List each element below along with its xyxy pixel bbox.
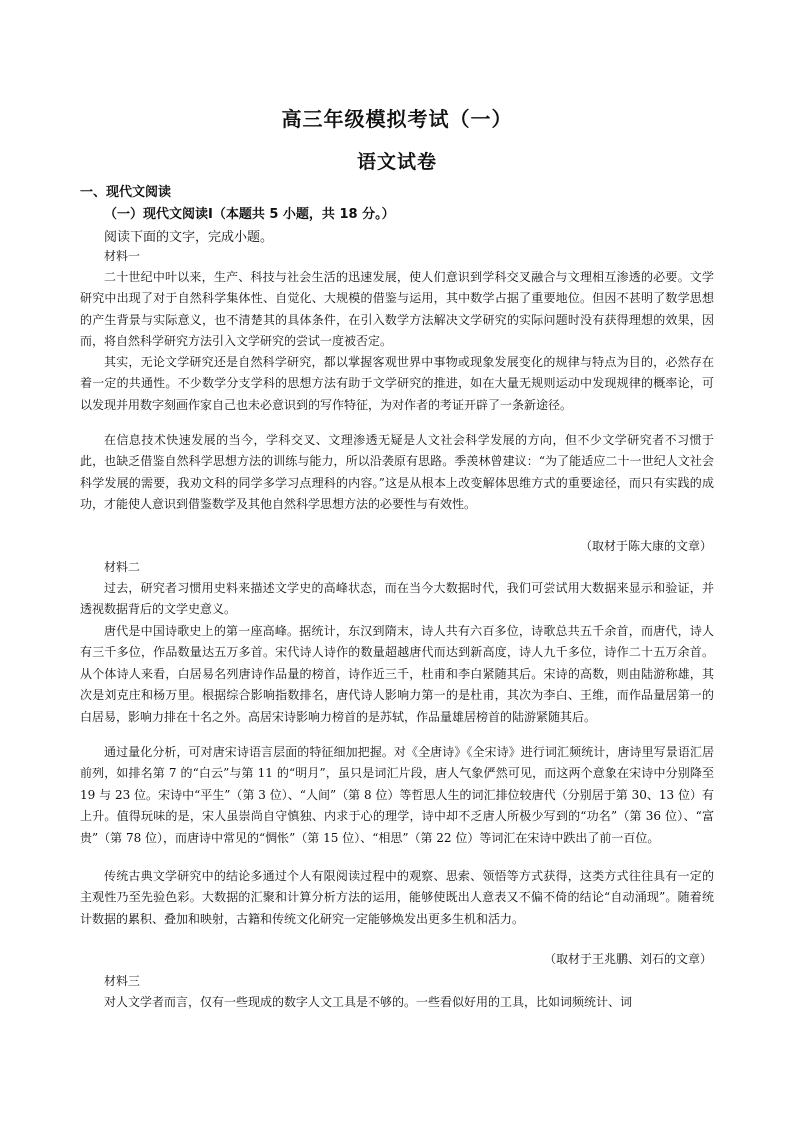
material-2-paragraph-3: 通过量化分析，可对唐宋诗语言层面的特征细加把握。对《全唐诗》《全宋诗》进行词汇频统计，唐诗里写景语汇居前列，如排名第 7 的“白云”与第 11 的“明月”，虽只是词汇片段，唐人气象俨然可见，而这两个意象在宋诗中分别降至 19 与 23 位。宋诗中“平生”（第 3 位）、“人间”（第 8 位）等哲思人生的词汇排位较唐代（分别居于第 30、13 位）有上升。值得玩味的是，宋人虽崇尚自守慎独、内求于心的理学，诗中却不乏唐人所极少写到的“功名”（第 36 位）、“富贵”（第 78 位），而唐诗中常见的“惆怅”（第 15 位）、“相思”（第 22 位）等词汇在宋诗中跌出了前一百位。 — [80, 745, 714, 845]
material-2-source: （取材于王兆鹏、刘石的文章） — [543, 952, 712, 966]
sub-section-heading: （一）现代文阅读Ⅰ（本题共 5 小题，共 18 分。） — [104, 207, 395, 222]
reading-instruction: 阅读下面的文字，完成小题。 — [104, 230, 274, 245]
section-heading: 一、现代文阅读 — [80, 185, 172, 200]
material-2-paragraph-1: 过去，研究者习惯用史料来描述文学史的高峰状态，而在当今大数据时代，我们可尝试用大数据来显示和验证，并透视数据背后的文学史意义。 — [80, 581, 714, 617]
material-2-paragraph-4: 传统古典文学研究中的结论多通过个人有限阅读过程中的观察、思索、领悟等方式获得，这类方式往往具有一定的主观性乃至先验色彩。大数据的汇聚和计算分析方法的运用，能够使既出人意表又不偏不倚的结论“自动涌现”。随着统计数据的累积、叠加和映射，古籍和传统文化研究一定能够焕发出更多生机和活力。 — [80, 869, 714, 926]
material-1-source: （取材于陈大康的文章） — [579, 539, 712, 553]
material-2-label: 材料二 — [104, 560, 141, 574]
material-1-paragraph-1: 二十世纪中叶以来，生产、科技与社会生活的迅速发展，使人们意识到学科交叉融合与文理相互渗透的必要。文学研究中出现了对于自然科学集体性、自觉化、大规模的借鉴与运用，其中数学占据了重要地位。但因不甚明了数学思想的产生背景与实际意义，也不清楚其的具体条件，在引入数学方法解决文学研究的实际问题时没有获得理想的效果，因而，将自然科学研究方法引入文学研究的尝试一度被否定。 — [80, 270, 714, 349]
material-3-paragraph-1: 对人文学者而言，仅有一些现成的数字人文工具是不够的。一些看似好用的工具，比如词频统计、词 — [104, 995, 633, 1009]
subject-title: 语文试卷 — [356, 151, 437, 173]
material-2-paragraph-2: 唐代是中国诗歌史上的第一座高峰。据统计，东汉到隋末，诗人共有六百多位，诗歌总共五千余首，而唐代，诗人有三千多位，作品数量达五万多首。宋代诗人诗作的数量超越唐代而达到新高度，诗人九千多位，诗作二十五万余首。从个体诗人来看，白居易名列唐诗作品量的榜首，诗作近三千，杜甫和李白紧随其后。宋诗的高数，则由陆游称雄，其次是刘克庄和杨万里。根据综合影响指数排名，唐代诗人影响力第一的是杜甫，其次为李白、王维，而作品量居第一的白居易，影响力排在十名之外。高居宋诗影响力榜首的是苏轼，作品量雄居榜首的陆游紧随其后。 — [80, 624, 714, 724]
exam-title: 高三年级模拟考试（一） — [281, 107, 513, 131]
material-1-paragraph-3: 在信息技术快速发展的当今，学科交叉、文理渗透无疑是人文社会科学发展的方向，但不少文学研究者不习惯于此，也缺乏借鉴自然科学思想方法的训练与能力，所以沿袭原有思路。季羡林曾建议：“为了能适应二十一世纪人文社会科学发展的需要，我劝文科的同学多学习点理科的内容。”这是从根本上改变解体思维方式的重要途径，而只有实践的成功，才能使人意识到借鉴数学及其他自然科学思想方法的必要性与有效性。 — [80, 433, 714, 512]
material-1-paragraph-2: 其实，无论文学研究还是自然科学研究，都以掌握客观世界中事物或现象发展变化的规律与特点为目的，必然存在着一定的共通性。不少数学分支学科的思想方法有助于文学研究的推进，如在大量无规则运动中发现规律的概率论，可以发现并用数字刻画作家自己也未必意识到的写作特征，为对作者的考证开辟了一条新途径。 — [80, 355, 714, 412]
material-3-label: 材料三 — [104, 974, 141, 988]
material-1-label: 材料一 — [104, 249, 141, 263]
